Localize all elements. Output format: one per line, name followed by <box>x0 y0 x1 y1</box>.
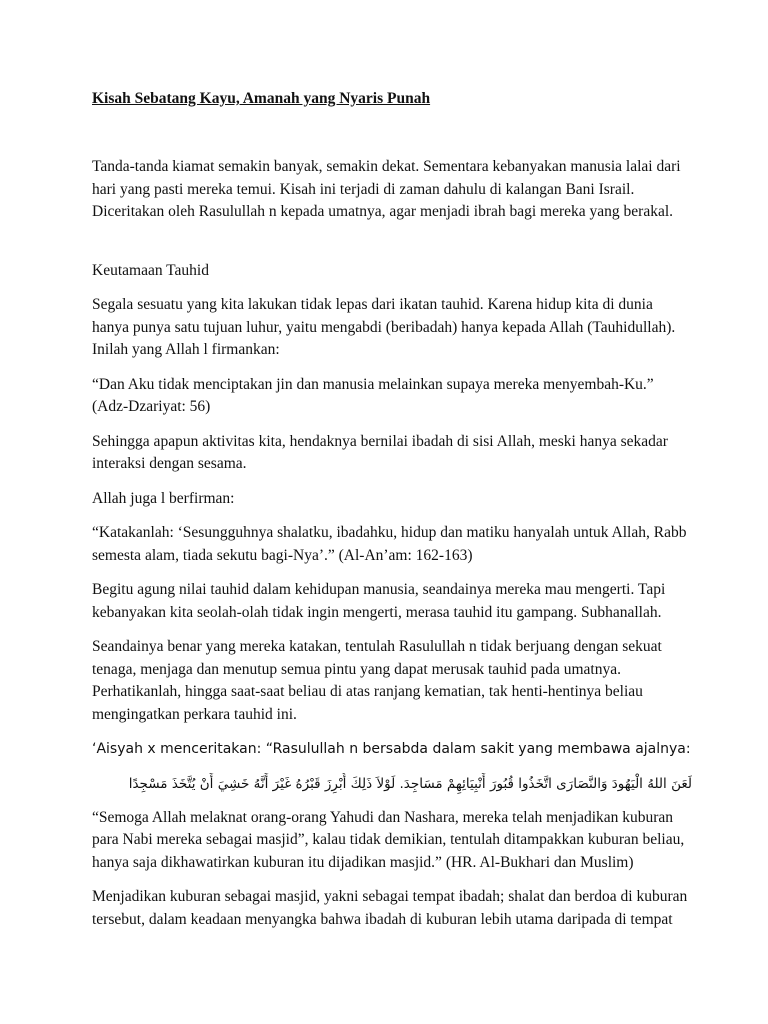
paragraph: Begitu agung nilai tauhid dalam kehidupan manusia, seandainya mereka mau mengerti. Tapi kebanyakan kita seolah-olah tidak ingin mengerti, merasa tauhid itu gampang. Subhanallah. <box>92 581 666 621</box>
paragraph: Allah juga l berfirman: <box>92 489 235 507</box>
document-page <box>92 88 692 943</box>
paragraph: Segala sesuatu yang kita lakukan tidak lepas dari ikatan tauhid. Karena hidup kita di dunia hanya punya satu tujuan luhur, yaitu mengabdi (beribadah) hanya kepada Allah (Tauhidullah). Inilah yang Allah l firmankan: <box>92 296 676 358</box>
paragraph: Seandainya benar yang mereka katakan, tentulah Rasulullah n tidak berjuang dengan sekuat tenaga, menjaga dan menutup semua pintu yang dapat merusak tauhid pada umatnya. Perhatikanlah, hingga saat-saat beliau di atas ranjang kematian, tak henti-hentinya beliau mengingatkan perkara tauhid ini. <box>92 638 662 723</box>
document-title: Kisah Sebatang Kayu, Amanah yang Nyaris Punah <box>92 90 431 107</box>
intro-paragraph: Tanda-tanda kiamat semakin banyak, semakin dekat. Sementara kebanyakan manusia lalai dari hari yang pasti mereka temui. Kisah ini terjadi di zaman dahulu di kalangan Bani Israil. Diceritakan oleh Rasulullah n kepada umatnya, agar menjadi ibrah bagi mereka yang berakal. <box>92 158 681 220</box>
hadith-intro: ‘Aisyah x menceritakan: “Rasulullah n bersabda dalam sakit yang membawa ajalnya: <box>92 741 691 757</box>
arabic-hadith-text: لَعَنَ اللهُ الْيَهُودَ وَالنَّصَارَى اتَّخَذُوا قُبُورَ أَنْبِيَائِهِمْ مَسَاجِدَ. لَوْلاَ ذَلِكَ أُبْرِزَ قَبْرُهُ غَيْرَ أَنَّهُ خَشِيَ أَنْ يُتَّخَذَ مَسْجِدًا <box>128 775 692 792</box>
quote-paragraph: “Dan Aku tidak menciptakan jin dan manusia melainkan supaya mereka menyembah-Ku.” (Adz-Dzariyat: 56) <box>92 375 654 415</box>
section-heading: Keutamaan Tauhid <box>92 261 209 279</box>
paragraph: Menjadikan kuburan sebagai masjid, yakni sebagai tempat ibadah; shalat dan berdoa di kuburan tersebut, dalam keadaan menyangka bahwa ibadah di kuburan lebih utama daripada di tempat <box>92 888 688 928</box>
quote-paragraph: “Katakanlah: ‘Sesungguhnya shalatku, ibadahku, hidup dan matiku hanyalah untuk Allah, Rabb semesta alam, tiada sekutu bagi-Nya’.” (Al-An’am: 162-163) <box>92 524 687 564</box>
paragraph: Sehingga apapun aktivitas kita, hendaknya bernilai ibadah di sisi Allah, meski hanya sekadar interaksi dengan sesama. <box>92 432 668 472</box>
hadith-translation: “Semoga Allah melaknat orang-orang Yahudi dan Nashara, mereka telah menjadikan kuburan para Nabi mereka sebagai masjid”, kalau tidak demikian, tentulah ditampakkan kuburan beliau, hanya saja dikhawatirkan kuburan itu dijadikan masjid.” (HR. Al-Bukhari dan Muslim) <box>92 808 685 871</box>
